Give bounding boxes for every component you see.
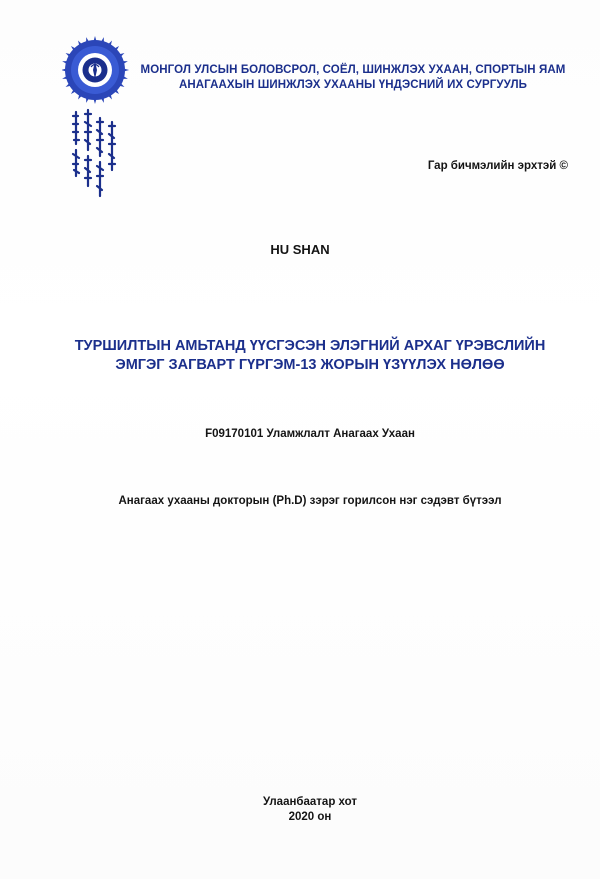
specialty-code: F09170101 Уламжлалт Анагаах Ухаан	[205, 428, 415, 440]
university-line: АНАГААХЫН ШИНЖЛЭХ УХААНЫ ҮНДЭСНИЙ ИХ СУРГУУЛЬ	[178, 79, 528, 91]
copyright-notice: Гар бичмэлийн эрхтэй ©	[427, 160, 568, 172]
ministry-line: МОНГОЛ УЛСЫН БОЛОВСРОЛ, СОЁЛ, ШИНЖЛЭХ УХААН, СПОРТЫН ЯАМ	[140, 64, 566, 76]
author-name: HU SHAN	[270, 242, 330, 257]
institution-header	[128, 63, 578, 93]
year: 2020 он	[288, 811, 332, 823]
place-and-year	[0, 795, 600, 825]
degree-statement: Анагаах ухааны докторын (Ph.D) зэрэг горилсон нэг сэдэвт бүтээл	[118, 495, 502, 507]
university-emblem-icon	[62, 36, 132, 211]
title-line-2: ЭМГЭГ ЗАГВАРТ ГҮРГЭМ-13 ЖОРЫН ҮЗҮҮЛЭХ НӨЛӨӨ	[115, 357, 505, 373]
dissertation-title	[40, 337, 580, 375]
city: Улаанбаатар хот	[262, 796, 358, 808]
title-line-1: ТУРШИЛТЫН АМЬТАНД ҮҮСГЭСЭН ЭЛЭГНИЙ АРХАГ ҮРЭВСЛИЙН	[74, 338, 546, 354]
